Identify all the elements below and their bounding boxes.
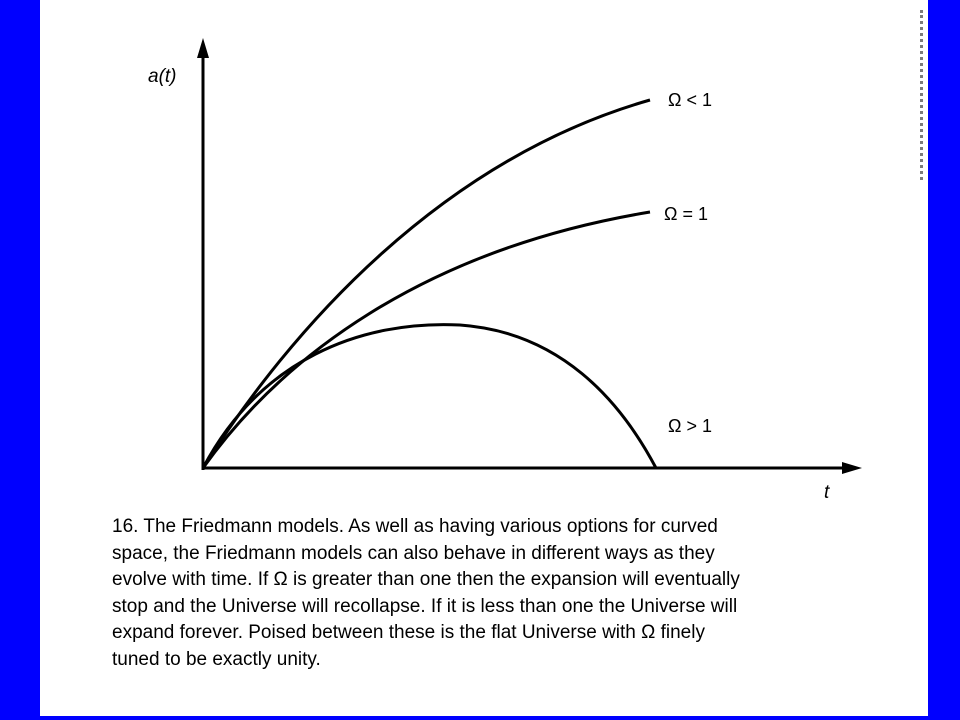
- figure-caption: [112, 514, 912, 673]
- curve-omega-less-than-1: [203, 100, 650, 468]
- caption-line: stop and the Universe will recollapse. If it is less than one the Universe will: [112, 595, 738, 617]
- page-margin-bleed: [920, 10, 933, 180]
- caption-line: tuned to be exactly unity.: [112, 648, 321, 670]
- caption-line: 16. The Friedmann models. As well as having various options for curved: [112, 516, 718, 537]
- curve-label-omega-less-than-1: Ω < 1: [668, 90, 712, 110]
- caption-line: expand forever. Poised between these is the flat Universe with Ω finely: [112, 622, 705, 643]
- curve-label-omega-greater-than-1: Ω > 1: [668, 416, 712, 436]
- curve-label-omega-equals-1: Ω = 1: [664, 204, 708, 224]
- caption-line: evolve with time. If Ω is greater than one then the expansion will eventually: [112, 569, 740, 590]
- y-axis-label: a(t): [148, 66, 177, 87]
- curve-omega-equals-1: [203, 212, 650, 468]
- x-axis-label: t: [824, 482, 830, 503]
- friedmann-diagram: [40, 0, 928, 512]
- y-axis-arrow: [197, 38, 209, 58]
- x-axis-arrow: [842, 462, 862, 474]
- page: [40, 0, 928, 716]
- curve-omega-greater-than-1: [203, 325, 656, 468]
- caption-line: space, the Friedmann models can also behave in different ways as they: [112, 542, 715, 564]
